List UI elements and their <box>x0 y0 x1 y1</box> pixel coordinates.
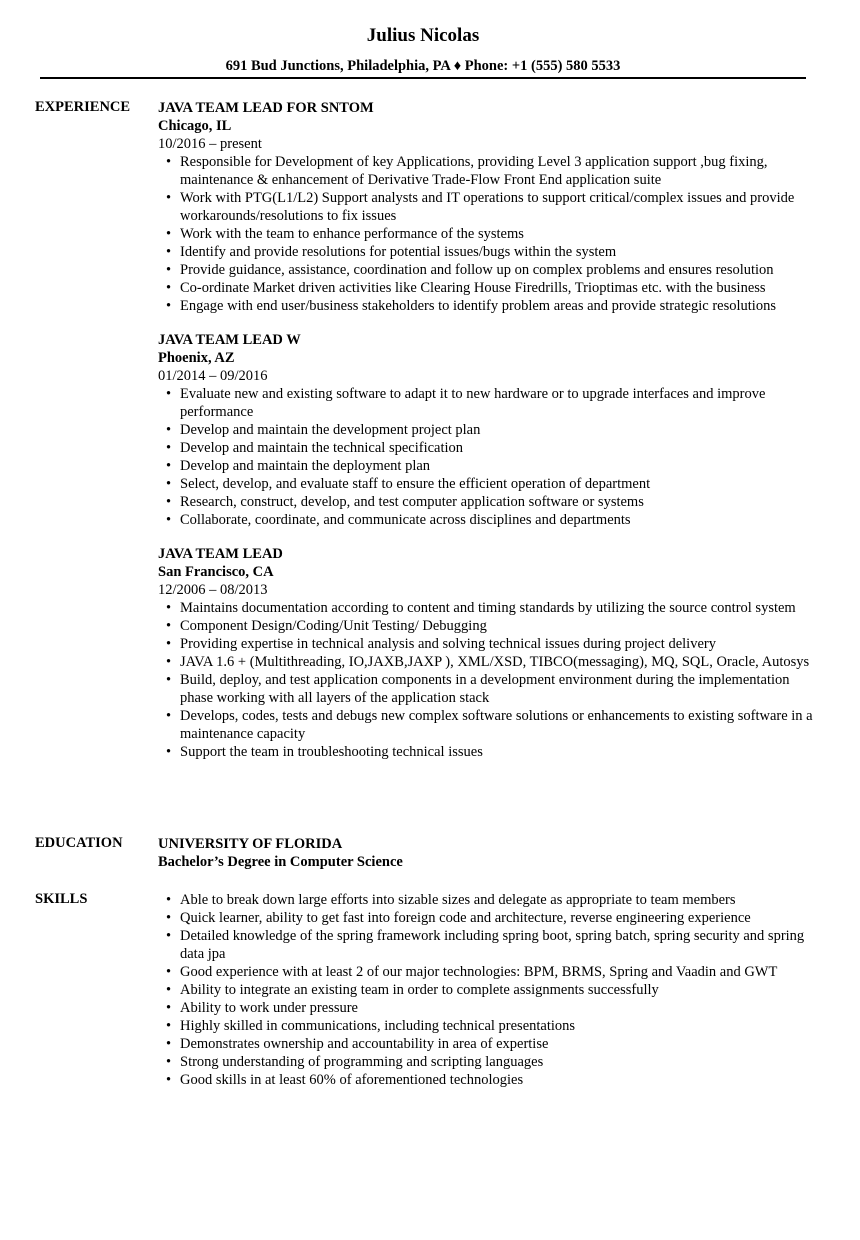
job-dates: 10/2016 – present <box>158 136 262 152</box>
job-bullets <box>158 153 818 315</box>
job-title: JAVA TEAM LEAD W <box>158 332 301 348</box>
job-bullet: • Co-ordinate Market driven activities like Clearing House Firedrills, Trioptimas etc. with the business <box>158 279 818 297</box>
job-bullet: • Develop and maintain the development project plan <box>158 421 818 439</box>
job-bullet: • Select, develop, and evaluate staff to ensure the efficient operation of department <box>158 475 818 493</box>
job-bullet: • Provide guidance, assistance, coordination and follow up on complex problems and ensures resolution <box>158 261 818 279</box>
job-bullet: • Develop and maintain the technical specification <box>158 439 818 457</box>
job-bullet: • Responsible for Development of key Applications, providing Level 3 application support ,bug fixing, maintenance & enhancement of Derivative Trade-Flow Front End application suite <box>158 153 818 189</box>
experience-label: EXPERIENCE <box>35 99 131 115</box>
job-bullet: • Research, construct, develop, and test computer application software or systems <box>158 493 818 511</box>
skill-item: • Ability to integrate an existing team in order to complete assignments successfully <box>158 981 818 999</box>
job-title: JAVA TEAM LEAD FOR SNTOM <box>158 100 374 116</box>
skill-item: • Quick learner, ability to get fast into foreign code and architecture, reverse engineering experience <box>158 909 818 927</box>
job-bullet: • Work with the team to enhance performance of the systems <box>158 225 818 243</box>
skill-item: • Good skills in at least 60% of aforementioned technologies <box>158 1071 818 1089</box>
job-bullets <box>158 599 818 761</box>
resume-name: Julius Nicolas <box>366 25 480 46</box>
job-bullet: • Build, deploy, and test application components in a development environment during the implementation phase working with all layers of the application stack <box>158 671 818 707</box>
education-label: EDUCATION <box>35 835 123 851</box>
job-dates: 01/2014 – 09/2016 <box>158 368 268 384</box>
job-title: JAVA TEAM LEAD <box>158 546 283 562</box>
skill-item: • Strong understanding of programming and scripting languages <box>158 1053 818 1071</box>
header-divider <box>40 77 806 79</box>
contact-line: 691 Bud Junctions, Philadelphia, PA ♦ Phone: +1 (555) 580 5533 <box>225 58 621 74</box>
job-bullet: • Work with PTG(L1/L2) Support analysts and IT operations to support critical/complex issues and provide workarounds/resolutions to fix issues <box>158 189 818 225</box>
job-bullet: • Maintains documentation according to content and timing standards by utilizing the source control system <box>158 599 818 617</box>
job-bullet: • Identify and provide resolutions for potential issues/bugs within the system <box>158 243 818 261</box>
skill-item: • Good experience with at least 2 of our major technologies: BPM, BRMS, Spring and Vaadin and GWT <box>158 963 818 981</box>
education-school: UNIVERSITY OF FLORIDA <box>158 836 343 852</box>
job-bullets <box>158 385 818 529</box>
skills-list <box>158 891 818 1089</box>
job-dates: 12/2006 – 08/2013 <box>158 582 268 598</box>
skill-item: • Highly skilled in communications, including technical presentations <box>158 1017 818 1035</box>
job-bullet: • Evaluate new and existing software to adapt it to new hardware or to upgrade interfaces and improve performance <box>158 385 818 421</box>
job-bullet: • Component Design/Coding/Unit Testing/ Debugging <box>158 617 818 635</box>
job-bullet: • Collaborate, coordinate, and communicate across disciplines and departments <box>158 511 818 529</box>
job-bullet: • Providing expertise in technical analysis and solving technical issues during project delivery <box>158 635 818 653</box>
skill-item: • Ability to work under pressure <box>158 999 818 1017</box>
skill-item: • Demonstrates ownership and accountability in area of expertise <box>158 1035 818 1053</box>
job-bullet: • Develops, codes, tests and debugs new complex software solutions or enhancements to existing software in a maintenance capacity <box>158 707 818 743</box>
skill-item: • Detailed knowledge of the spring framework including spring boot, spring batch, spring security and spring data jpa <box>158 927 818 963</box>
job-entry <box>158 331 818 529</box>
job-location: San Francisco, CA <box>158 564 274 580</box>
job-entry <box>158 545 818 761</box>
skills-label: SKILLS <box>35 891 88 907</box>
job-bullet: • JAVA 1.6 + (Multithreading, IO,JAXB,JAXP ), XML/XSD, TIBCO(messaging), MQ, SQL, Oracle, Autosys <box>158 653 818 671</box>
education-degree: Bachelor’s Degree in Computer Science <box>158 854 403 870</box>
skill-item: • Able to break down large efforts into sizable sizes and delegate as appropriate to team members <box>158 891 818 909</box>
job-entry <box>158 99 818 315</box>
job-bullet: • Develop and maintain the deployment plan <box>158 457 818 475</box>
job-location: Chicago, IL <box>158 118 232 134</box>
job-bullet: • Engage with end user/business stakeholders to identify problem areas and provide strategic resolutions <box>158 297 818 315</box>
job-location: Phoenix, AZ <box>158 350 235 366</box>
job-bullet: • Support the team in troubleshooting technical issues <box>158 743 818 761</box>
